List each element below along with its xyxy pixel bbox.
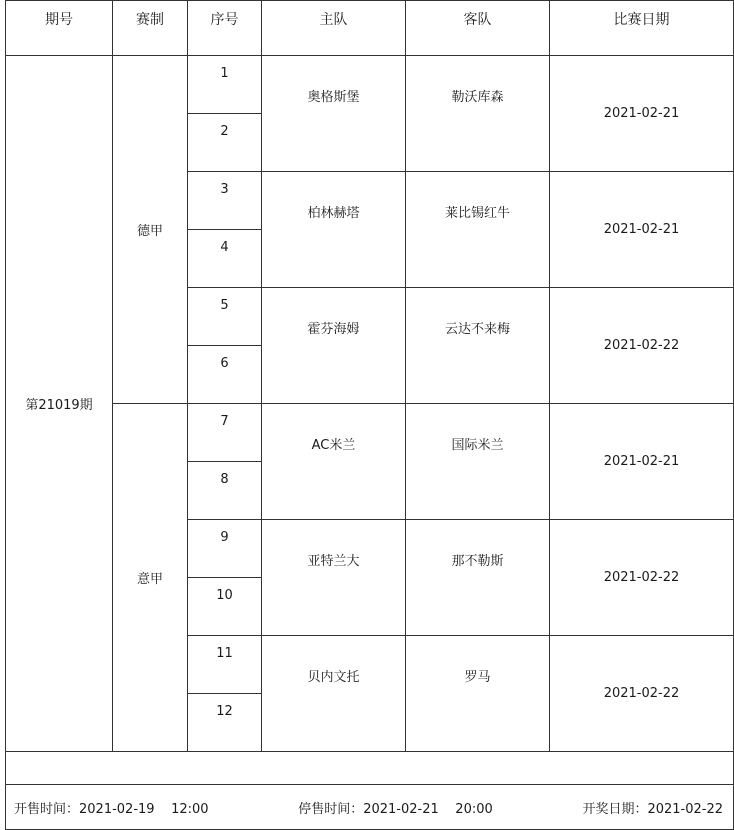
match-date: 2021-02-21 <box>550 56 734 172</box>
away-team: 云达不来梅 <box>406 288 550 404</box>
header-row <box>6 1 734 56</box>
spacer-row <box>6 752 734 785</box>
match-date: 2021-02-22 <box>550 520 734 636</box>
match-date: 2021-02-21 <box>550 404 734 520</box>
table-row <box>6 56 734 114</box>
home-team: 贝内文托 <box>262 636 406 752</box>
stage-cell: 第21019期 <box>6 56 113 752</box>
spacer-cell <box>6 752 734 785</box>
away-team: 那不勒斯 <box>406 520 550 636</box>
sale-stop-time: 停售时间：2021-02-21 20:00 <box>298 801 493 817</box>
header-seq: 序号 <box>188 1 262 56</box>
seq-cell: 11 <box>188 636 262 694</box>
seq-cell: 4 <box>188 230 262 288</box>
home-team: 霍芬海姆 <box>262 288 406 404</box>
footer-row <box>6 785 734 830</box>
header-date: 比赛日期 <box>550 1 734 56</box>
away-team: 罗马 <box>406 636 550 752</box>
header-league: 赛制 <box>113 1 188 56</box>
home-team: 亚特兰大 <box>262 520 406 636</box>
seq-cell: 5 <box>188 288 262 346</box>
seq-cell: 6 <box>188 346 262 404</box>
home-team: 奥格斯堡 <box>262 56 406 172</box>
league-cell-bundesliga: 德甲 <box>113 56 188 404</box>
home-team: AC米兰 <box>262 404 406 520</box>
away-team: 国际米兰 <box>406 404 550 520</box>
header-away: 客队 <box>406 1 550 56</box>
match-date: 2021-02-22 <box>550 288 734 404</box>
header-home: 主队 <box>262 1 406 56</box>
match-date: 2021-02-22 <box>550 636 734 752</box>
footer-cell <box>6 785 734 830</box>
sale-start-time: 开售时间：2021-02-19 12:00 <box>14 801 209 817</box>
seq-cell: 9 <box>188 520 262 578</box>
seq-cell: 8 <box>188 462 262 520</box>
seq-cell: 10 <box>188 578 262 636</box>
seq-cell: 1 <box>188 56 262 114</box>
away-team: 勒沃库森 <box>406 56 550 172</box>
seq-cell: 7 <box>188 404 262 462</box>
footer-info <box>6 798 733 817</box>
draw-date: 开奖日期：2021-02-22 <box>582 801 723 817</box>
seq-cell: 3 <box>188 172 262 230</box>
league-cell-serie-a: 意甲 <box>113 404 188 752</box>
seq-cell: 2 <box>188 114 262 172</box>
seq-cell: 12 <box>188 694 262 752</box>
away-team: 莱比锡红牛 <box>406 172 550 288</box>
match-date: 2021-02-21 <box>550 172 734 288</box>
home-team: 柏林赫塔 <box>262 172 406 288</box>
header-stage: 期号 <box>6 1 113 56</box>
schedule-table <box>5 0 734 830</box>
table-row <box>6 404 734 462</box>
